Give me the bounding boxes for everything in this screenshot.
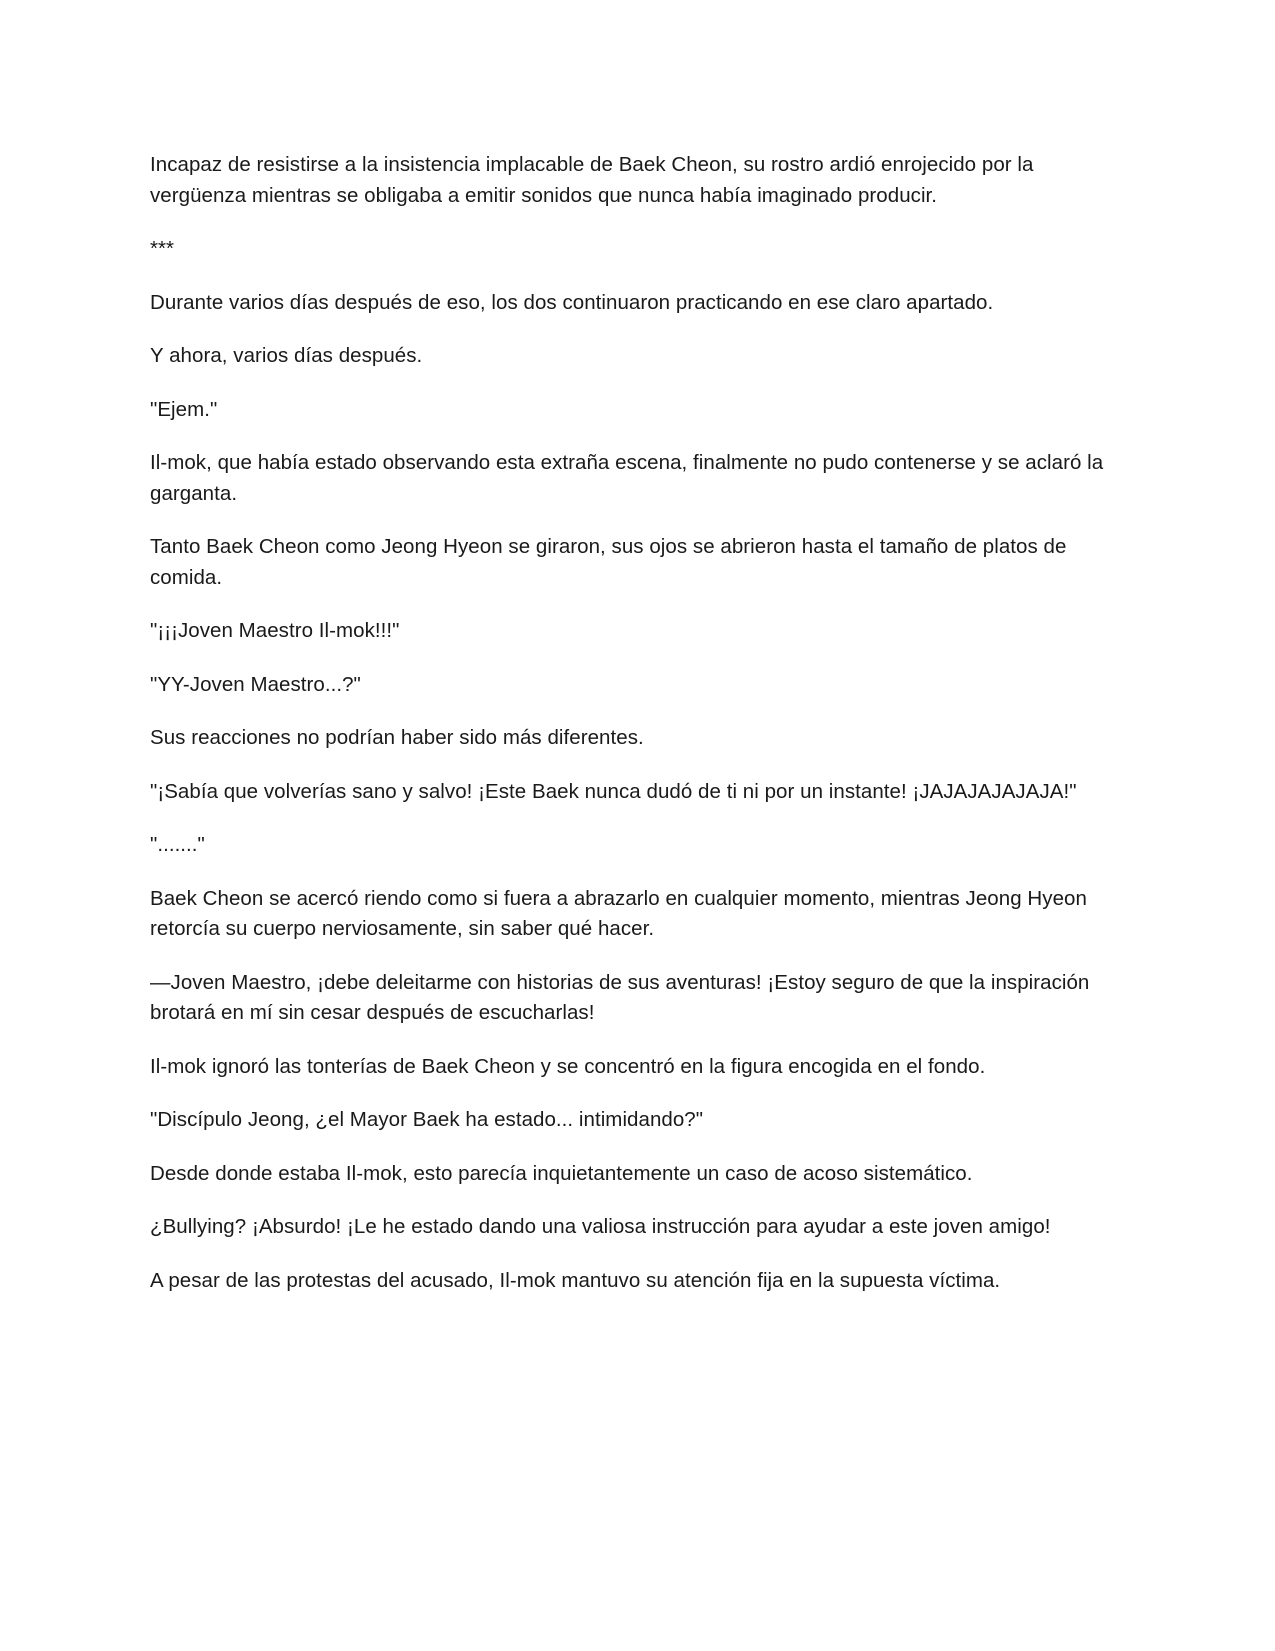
paragraph: Sus reacciones no podrían haber sido más diferentes. <box>150 726 644 749</box>
paragraph: ¿Bullying? ¡Absurdo! ¡Le he estado dando una valiosa instrucción para ayudar a este joven amigo! <box>150 1215 1051 1238</box>
paragraph: Durante varios días después de eso, los dos continuaron practicando en ese claro apartado. <box>150 290 994 314</box>
paragraph: Il-mok ignoró las tonterías de Baek Cheon y se concentró en la figura encogida en el fondo. <box>150 1054 986 1078</box>
paragraph: A pesar de las protestas del acusado, Il-mok mantuvo su atención fija en la supuesta víctima. <box>150 1268 1001 1292</box>
paragraph: Y ahora, varios días después. <box>150 344 423 367</box>
paragraph: Tanto Baek Cheon como Jeong Hyeon se giraron, sus ojos se abrieron hasta el tamaño de platos de comida. <box>150 535 1067 589</box>
paragraph: Incapaz de resistirse a la insistencia implacable de Baek Cheon, su rostro ardió enrojecido por la vergüenza mientras se obligaba a emitir sonidos que nunca había imaginado producir. <box>150 153 1034 207</box>
paragraph: —Joven Maestro, ¡debe deleitarme con historias de sus aventuras! ¡Estoy seguro de que la inspiración brotará en mí sin cesar después de escucharlas! <box>150 970 1090 1024</box>
document-body <box>150 150 1125 1319</box>
paragraph: Desde donde estaba Il-mok, esto parecía inquietantemente un caso de acoso sistemático. <box>150 1161 973 1185</box>
paragraph: "......." <box>150 833 205 856</box>
paragraph: "¡Sabía que volverías sano y salvo! ¡Este Baek nunca dudó de ti ni por un instante! ¡JAJAJAJAJAJA!" <box>150 779 1077 803</box>
paragraph: "YY-Joven Maestro...?" <box>150 672 361 696</box>
paragraph: Il-mok, que había estado observando esta extraña escena, finalmente no pudo contenerse y se aclaró la garganta. <box>150 451 1104 505</box>
paragraph: "Discípulo Jeong, ¿el Mayor Baek ha estado... intimidando?" <box>150 1108 704 1131</box>
paragraph: "Ejem." <box>150 397 218 421</box>
paragraph: "¡¡¡Joven Maestro Il-mok!!!" <box>150 619 400 642</box>
paragraph: Baek Cheon se acercó riendo como si fuera a abrazarlo en cualquier momento, mientras Jeong Hyeon retorcía su cuerpo nerviosamente, sin saber qué hacer. <box>150 886 1087 940</box>
scene-break: *** <box>150 237 175 260</box>
